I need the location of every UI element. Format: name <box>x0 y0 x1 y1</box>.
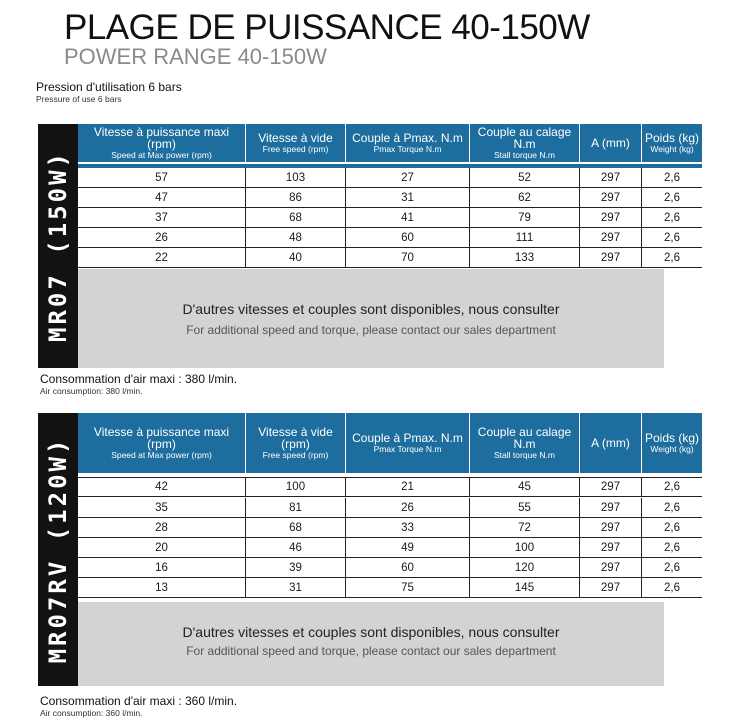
cell-free-speed: 46 <box>246 538 346 557</box>
cell-torque-pmax: 60 <box>346 558 470 577</box>
table-row <box>78 188 702 208</box>
header-en: Weight (kg) <box>650 144 694 154</box>
table-row <box>78 538 702 558</box>
cell-stall-torque: 55 <box>470 498 580 517</box>
air-consumption-en: Air consumption: 380 l/min. <box>40 386 143 396</box>
cell-a-mm: 297 <box>580 498 642 517</box>
cell-stall-torque: 100 <box>470 538 580 557</box>
cell-weight: 2,6 <box>664 541 680 554</box>
table-row <box>78 477 702 497</box>
header-en: Pmax Torque N.m <box>373 144 442 154</box>
cell-weight: 2,6 <box>664 501 680 514</box>
cell-free-speed: 68 <box>246 208 346 227</box>
header-en: Speed at Max power (rpm) <box>111 150 212 160</box>
cell-speed-max: 16 <box>78 558 246 577</box>
cell-weight: 2,6 <box>664 171 680 184</box>
cell-free-speed: 103 <box>246 168 346 187</box>
model-label: MR07RV (120W) <box>44 436 72 663</box>
header-a-mm <box>580 413 642 473</box>
pressure-label-en: Pressure of use 6 bars <box>36 94 122 104</box>
cell-free-speed: 68 <box>246 518 346 537</box>
cell-stall-torque: 145 <box>470 578 580 597</box>
header-en: Weight (kg) <box>650 444 694 454</box>
cell-torque-pmax: 41 <box>346 208 470 227</box>
header-fr: A (mm) <box>591 436 630 450</box>
cell-weight: 2,6 <box>664 581 680 594</box>
header-free-speed <box>246 413 346 473</box>
page-subtitle: POWER RANGE 40-150W <box>64 44 327 69</box>
cell-speed-max: 28 <box>78 518 246 537</box>
cell-weight: 2,6 <box>664 481 680 493</box>
note-en: For additional speed and torque, please contact our sales department <box>186 323 556 337</box>
note-en: For additional speed and torque, please contact our sales department <box>186 644 556 658</box>
table-row <box>78 498 702 518</box>
header-weight <box>642 124 702 162</box>
cell-a-mm: 297 <box>580 578 642 597</box>
cell-speed-max: 57 <box>78 168 246 187</box>
header-weight <box>642 413 702 473</box>
cell-a-mm: 297 <box>580 248 642 267</box>
table-row <box>78 208 702 228</box>
model-label-bar <box>38 124 78 368</box>
cell-a-mm: 297 <box>580 228 642 247</box>
cell-torque-pmax: 26 <box>346 498 470 517</box>
header-fr: Poids (kg) <box>644 131 700 145</box>
cell-a-mm: 297 <box>580 168 642 187</box>
cell-stall-torque: 72 <box>470 518 580 537</box>
cell-stall-torque: 62 <box>470 188 580 207</box>
header-torque-pmax <box>346 413 470 473</box>
header-speed-max <box>78 124 246 162</box>
cell-speed-max: 20 <box>78 538 246 557</box>
cell-free-speed: 39 <box>246 558 346 577</box>
cell-a-mm: 297 <box>580 208 642 227</box>
air-consumption: Consommation d'air maxi : 360 l/min. <box>40 694 238 708</box>
header-stall-torque <box>470 413 580 473</box>
availability-note <box>78 269 664 368</box>
spec-table-mr07 <box>38 124 700 368</box>
cell-torque-pmax: 27 <box>346 168 470 187</box>
cell-weight: 2,6 <box>664 191 680 204</box>
header-en: Pmax Torque N.m <box>373 444 442 454</box>
cell-weight: 2,6 <box>664 561 680 574</box>
header-en: Free speed (rpm) <box>262 450 329 460</box>
note-fr: D'autres vitesses et couples sont disponibles, nous consulter <box>182 301 560 317</box>
cell-a-mm: 297 <box>580 558 642 577</box>
header-fr: A (mm) <box>591 136 630 150</box>
cell-stall-torque: 120 <box>470 558 580 577</box>
cell-torque-pmax: 75 <box>346 578 470 597</box>
header-fr: Vitesse à puissance maxi (rpm) <box>93 425 230 451</box>
header-fr: Couple à Pmax. N.m <box>352 431 463 445</box>
header-en: Stall torque N.m <box>494 150 555 160</box>
cell-stall-torque: 45 <box>470 478 580 496</box>
header-en: Free speed (rpm) <box>262 144 329 154</box>
cell-torque-pmax: 21 <box>346 478 470 496</box>
cell-a-mm: 297 <box>580 518 642 537</box>
cell-speed-max: 26 <box>78 228 246 247</box>
cell-stall-torque: 52 <box>470 168 580 187</box>
cell-a-mm: 297 <box>580 188 642 207</box>
header-fr: Vitesse à vide <box>258 131 333 145</box>
header-free-speed <box>246 124 346 162</box>
header-stall-torque <box>470 124 580 162</box>
pressure-label: Pression d'utilisation 6 bars <box>36 80 182 94</box>
cell-speed-max: 47 <box>78 188 246 207</box>
cell-speed-max: 22 <box>78 248 246 267</box>
header-fr: Poids (kg) <box>644 431 700 445</box>
cell-stall-torque: 133 <box>470 248 580 267</box>
air-consumption: Consommation d'air maxi : 380 l/min. <box>40 372 238 386</box>
cell-torque-pmax: 49 <box>346 538 470 557</box>
header-speed-max <box>78 413 246 473</box>
cell-free-speed: 40 <box>246 248 346 267</box>
header-en: Speed at Max power (rpm) <box>111 450 212 460</box>
cell-speed-max: 37 <box>78 208 246 227</box>
model-label-bar <box>38 413 78 686</box>
cell-a-mm: 297 <box>580 538 642 557</box>
model-label: MR07 (150W) <box>44 150 72 342</box>
cell-free-speed: 48 <box>246 228 346 247</box>
availability-note <box>78 602 664 686</box>
cell-torque-pmax: 31 <box>346 188 470 207</box>
page-title: PLAGE DE PUISSANCE 40-150W <box>64 8 590 47</box>
header-fr: Couple à Pmax. N.m <box>352 131 463 145</box>
cell-speed-max: 13 <box>78 578 246 597</box>
table-row <box>78 578 702 598</box>
note-fr: D'autres vitesses et couples sont disponibles, nous consulter <box>182 624 560 640</box>
air-consumption-en: Air consumption: 360 l/min. <box>40 708 143 718</box>
table-row <box>78 518 702 538</box>
header-en: Stall torque N.m <box>494 450 555 460</box>
header-torque-pmax <box>346 124 470 162</box>
cell-free-speed: 86 <box>246 188 346 207</box>
cell-free-speed: 100 <box>246 478 346 496</box>
cell-torque-pmax: 60 <box>346 228 470 247</box>
cell-weight: 2,6 <box>664 231 680 244</box>
header-fr: Couple au calage N.m <box>477 425 572 451</box>
cell-speed-max: 35 <box>78 498 246 517</box>
cell-stall-torque: 111 <box>470 228 580 247</box>
cell-stall-torque: 79 <box>470 208 580 227</box>
table-row <box>78 248 702 268</box>
cell-weight: 2,6 <box>664 251 680 264</box>
header-fr: Couple au calage N.m <box>477 125 572 151</box>
header-a-mm <box>580 124 642 162</box>
header-fr: Vitesse à puissance maxi (rpm) <box>93 125 230 151</box>
cell-free-speed: 31 <box>246 578 346 597</box>
table-row <box>78 558 702 578</box>
cell-weight: 2,6 <box>664 211 680 224</box>
cell-weight: 2,6 <box>664 521 680 534</box>
table-row <box>78 228 702 248</box>
cell-torque-pmax: 33 <box>346 518 470 537</box>
cell-free-speed: 81 <box>246 498 346 517</box>
cell-a-mm: 297 <box>580 478 642 496</box>
spec-table-mr07rv <box>38 413 700 686</box>
cell-torque-pmax: 70 <box>346 248 470 267</box>
cell-speed-max: 42 <box>78 478 246 496</box>
header-fr: Vitesse à vide (rpm) <box>258 425 333 451</box>
table-row <box>78 168 702 188</box>
